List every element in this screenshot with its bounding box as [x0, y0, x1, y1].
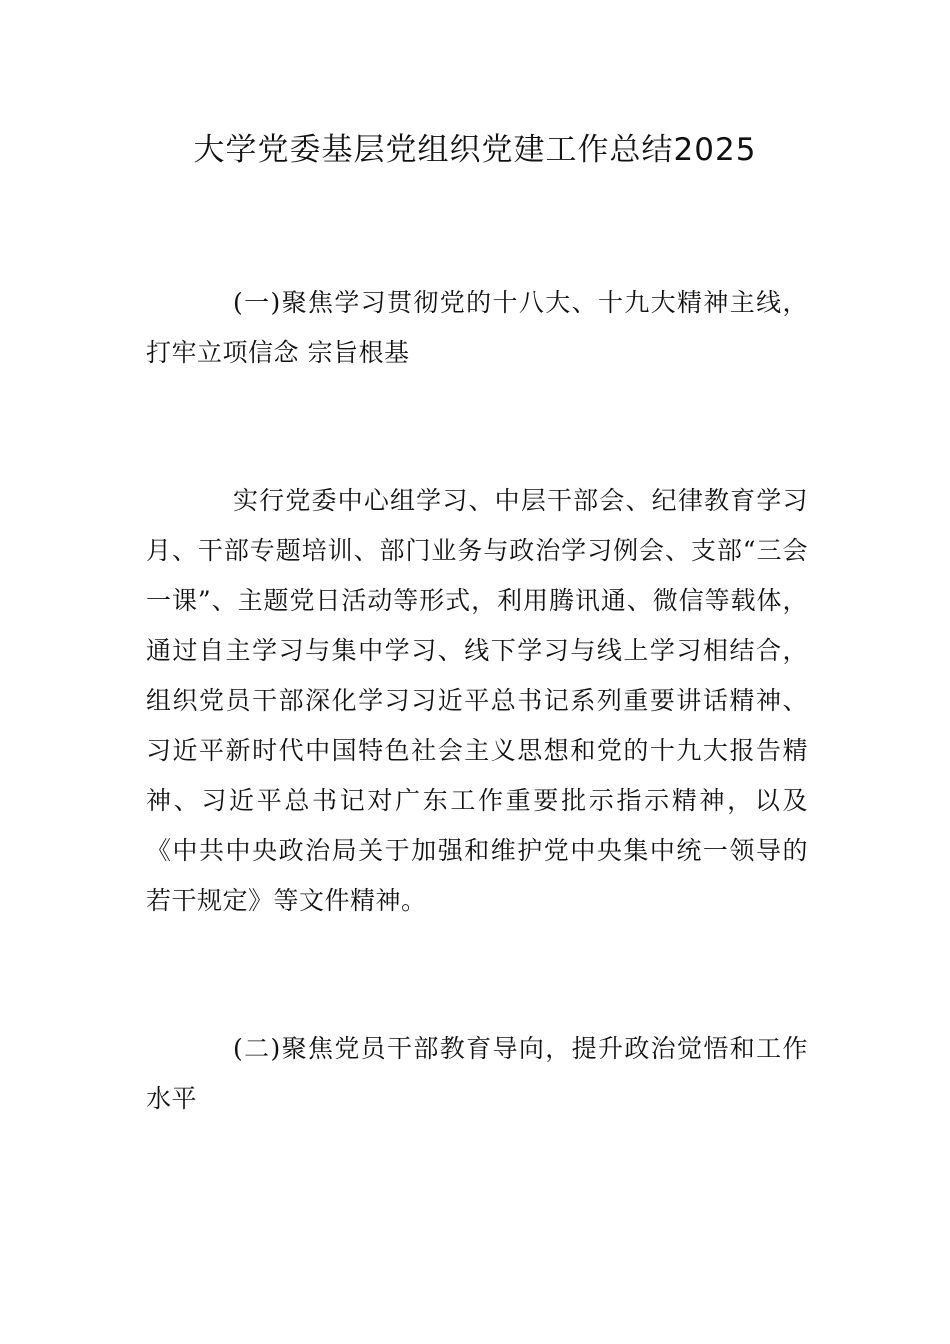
section-body-1: 实行党委中心组学习、中层干部会、纪律教育学习月、干部专题培训、部门业务与政治学习例会、支部“三会一课”、主题党日活动等形式，利用腾讯通、微信等载体，通过自主学习与集中学习、线下学习与线上学习相结合，组织党员干部深化学习习近平总书记系列重要讲话精神、习近平新时代中国特色社会主义思想和党的十九大报告精神、习近平总书记对广东工作重要批示指示精神，以及《中共中央政治局关于加强和维护党中央集中统一领导的若干规定》等文件精神。	[146, 486, 808, 915]
section-heading-2: (二)聚焦党员干部教育导向，提升政治觉悟和工作水平	[146, 1034, 808, 1113]
section-heading-1: (一)聚焦学习贯彻党的十八大、十九大精神主线，打牢立项信念 宗旨根基	[146, 288, 808, 367]
document-title: 大学党委基层党组织党建工作总结2025	[193, 132, 757, 168]
